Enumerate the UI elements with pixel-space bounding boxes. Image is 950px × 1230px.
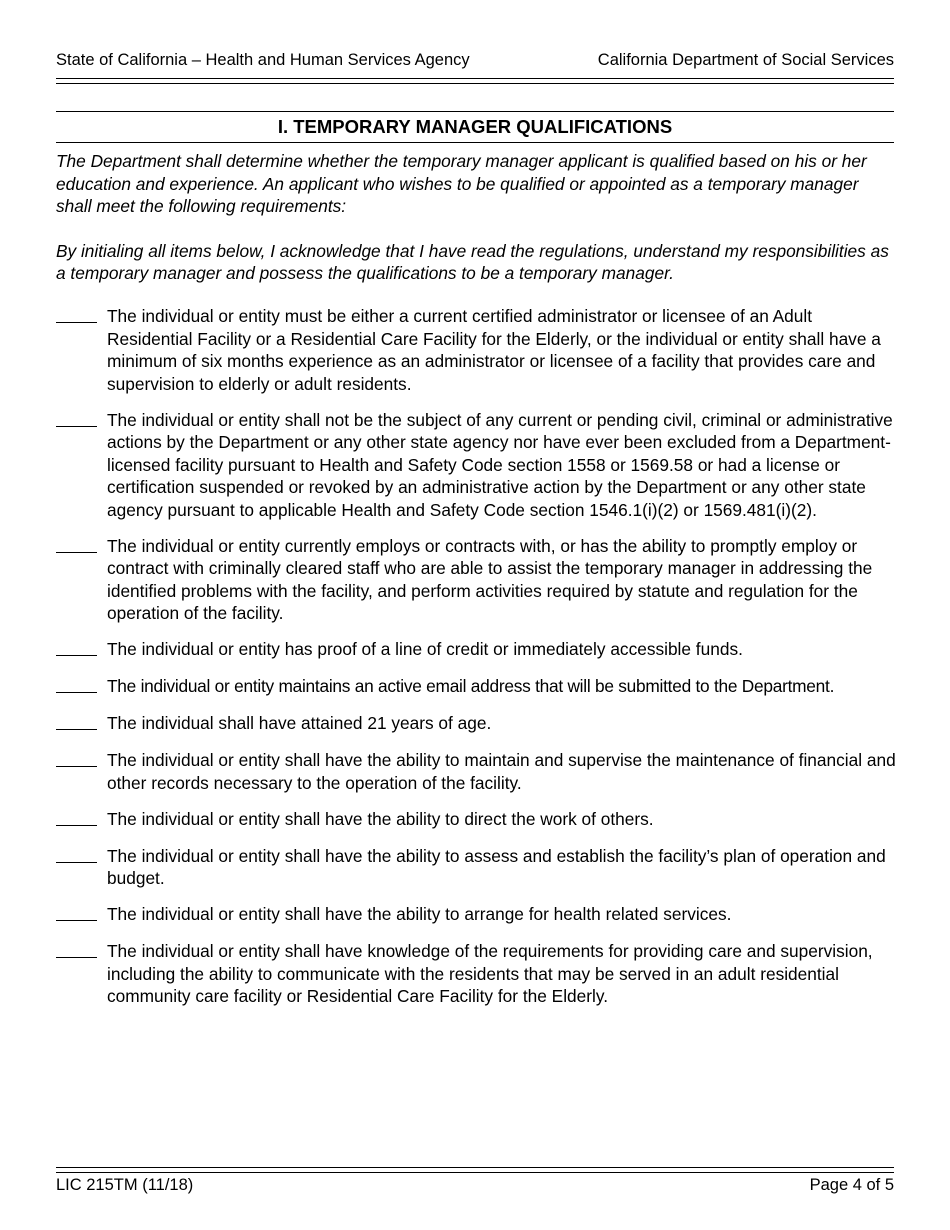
page-footer bbox=[56, 1176, 894, 1195]
initial-blank[interactable] bbox=[56, 712, 97, 730]
list-item bbox=[56, 845, 900, 890]
list-item bbox=[56, 675, 900, 699]
list-item bbox=[56, 749, 900, 794]
item-text: The individual or entity currently employs or contracts with, or has the ability to promptly employ or contract with criminally cleared staff who are able to assist the temporary manager in addressing the identified problems with the facility, and perform activities required by statute and regulation for the operation of the facility. bbox=[107, 535, 873, 623]
item-text: The individual or entity shall have the ability to arrange for health related services. bbox=[107, 904, 732, 924]
list-item bbox=[56, 638, 900, 662]
initial-blank[interactable] bbox=[56, 903, 97, 921]
qualification-list bbox=[56, 305, 900, 1021]
initial-blank[interactable] bbox=[56, 409, 97, 427]
list-item bbox=[56, 409, 900, 522]
item-text: The individual or entity must be either a current certified administrator or licensee of an Adult Residential Facility or a Residential Care Facility for the Elderly, or the individual or entity shall have a minimum of six months experience as an administrator or licensee of a facility that provides care and supervision to elderly or adult residents. bbox=[107, 306, 881, 394]
initial-blank[interactable] bbox=[56, 749, 97, 767]
page-header bbox=[56, 51, 894, 70]
item-text: The individual or entity shall have the ability to assess and establish the facility’s plan of operation and budget. bbox=[107, 845, 886, 888]
item-text: The individual or entity shall have knowledge of the requirements for providing care and supervision, including the ability to communicate with the residents that may be served in an adult residential community care facility or Residential Care Facility for the Elderly. bbox=[107, 941, 873, 1006]
initial-blank[interactable] bbox=[56, 535, 97, 553]
initial-blank[interactable] bbox=[56, 675, 97, 693]
initial-blank[interactable] bbox=[56, 305, 97, 323]
list-item bbox=[56, 940, 900, 1008]
list-item bbox=[56, 712, 900, 736]
item-text: The individual shall have attained 21 years of age. bbox=[107, 713, 492, 733]
item-text: The individual or entity has proof of a line of credit or immediately accessible funds. bbox=[107, 639, 743, 659]
form-number: LIC 215TM (11/18) bbox=[56, 1176, 194, 1194]
initial-blank[interactable] bbox=[56, 638, 97, 656]
list-item bbox=[56, 903, 900, 927]
item-text: The individual or entity maintains an active email address that will be submitted to the Department. bbox=[107, 676, 835, 696]
item-text: The individual or entity shall not be the subject of any current or pending civil, criminal or administrative actions by the Department or any other state agency nor have ever been excluded from a Department-licensed facility pursuant to Health and Safety Code section 1558 or 1569.58 or had a license or certification suspended or revoked by an administrative action by the Department or any other state agency pursuant to applicable Health and Safety Code section 1546.1(i)(2) or 1569.481(i)(2). bbox=[107, 409, 893, 520]
initial-blank[interactable] bbox=[56, 845, 97, 863]
list-item bbox=[56, 305, 900, 395]
initial-blank[interactable] bbox=[56, 940, 97, 958]
section-title: I. TEMPORARY MANAGER QUALIFICATIONS bbox=[56, 111, 894, 143]
header-department: California Department of Social Services bbox=[597, 51, 894, 69]
item-text: The individual or entity shall have the ability to maintain and supervise the maintenance of financial and other records necessary to the operation of the facility. bbox=[107, 750, 896, 793]
footer-rule bbox=[56, 1167, 894, 1173]
header-rule bbox=[56, 78, 894, 84]
header-agency: State of California – Health and Human Services Agency bbox=[56, 51, 470, 69]
intro-text bbox=[56, 150, 894, 307]
list-item bbox=[56, 535, 900, 625]
intro-paragraph-1: The Department shall determine whether the temporary manager applicant is qualified based on his or her education and experience. An applicant who wishes to be qualified or appointed as a temporary manager shall meet the following requirements: bbox=[56, 151, 867, 216]
item-text: The individual or entity shall have the ability to direct the work of others. bbox=[107, 808, 654, 829]
page-number: Page 4 of 5 bbox=[809, 1176, 894, 1194]
initial-blank[interactable] bbox=[56, 808, 97, 826]
intro-paragraph-2: By initialing all items below, I acknowledge that I have read the regulations, understand my responsibilities as a temporary manager and possess the qualifications to be a temporary manager. bbox=[56, 240, 889, 283]
list-item bbox=[56, 808, 900, 832]
